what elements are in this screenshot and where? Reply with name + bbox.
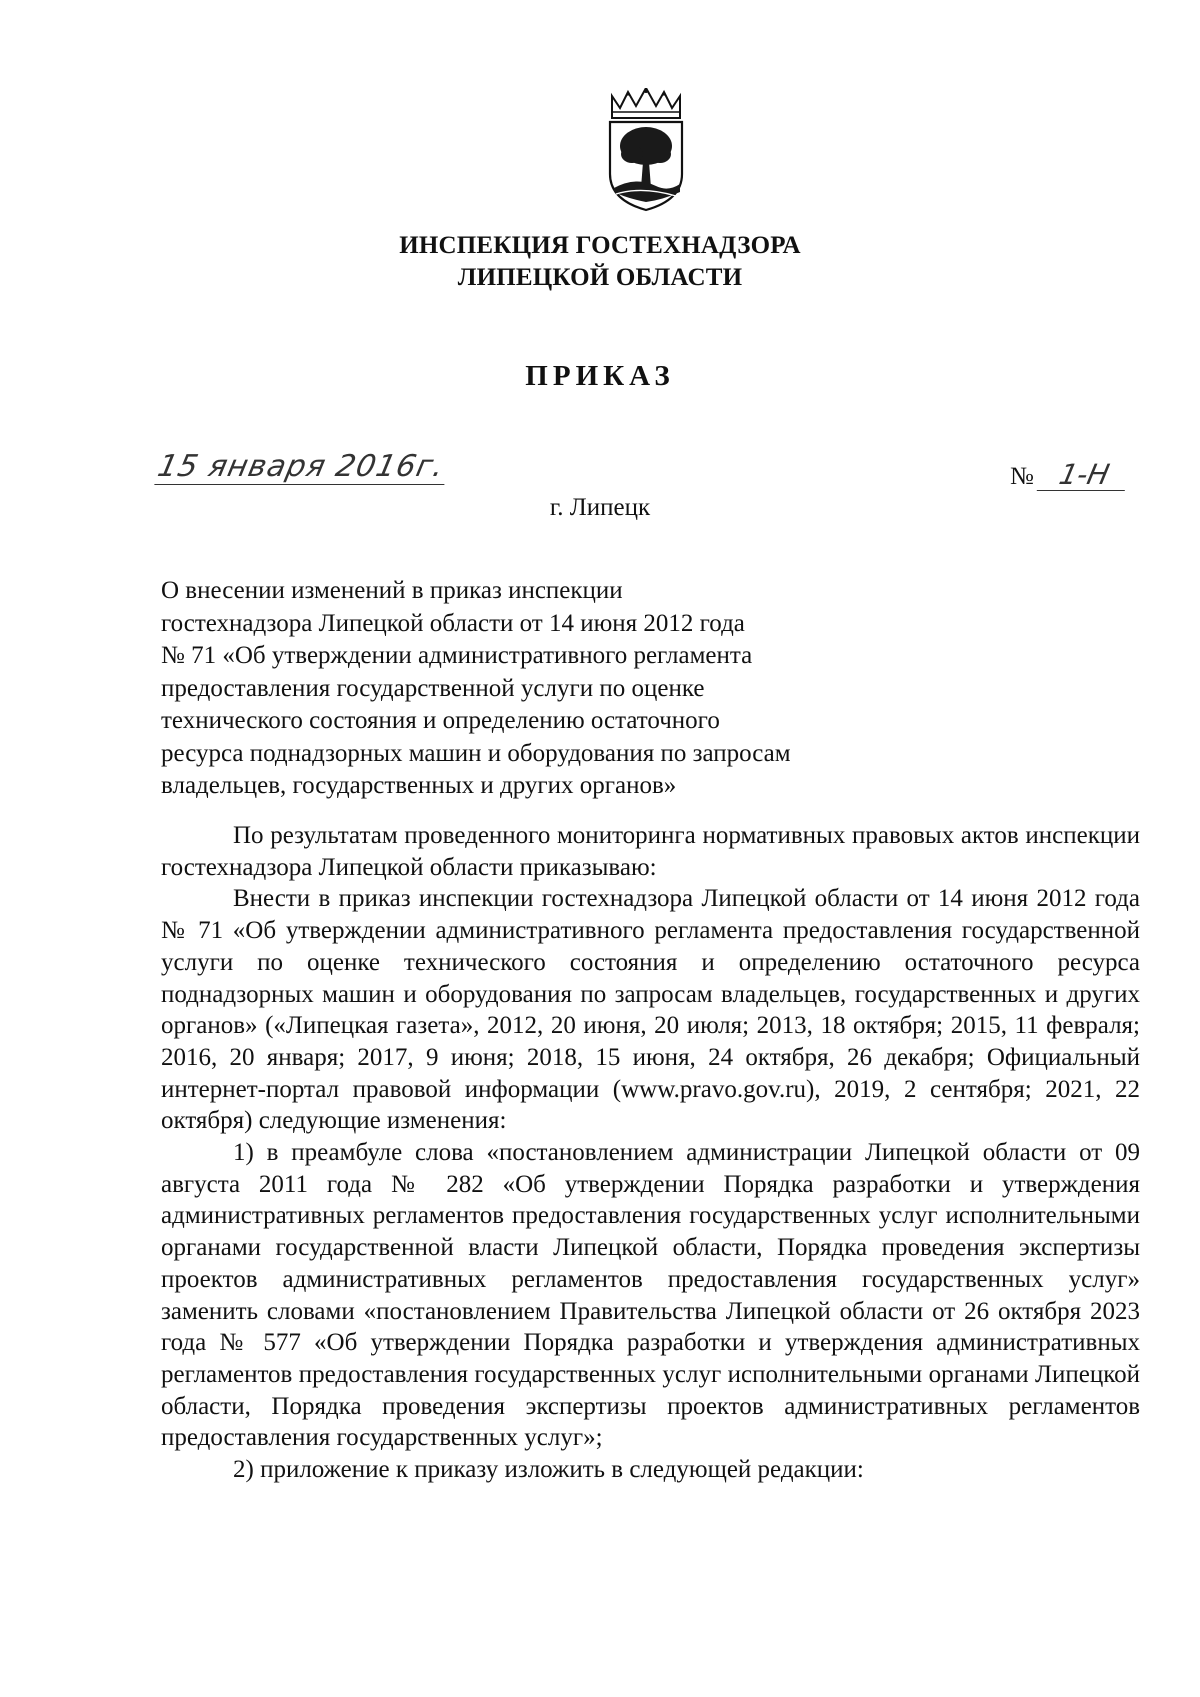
subject-line: ресурса поднадзорных машин и оборудования по запросам (161, 739, 791, 767)
subject-block (161, 575, 921, 803)
handwritten-date: 15 января 2016г. (154, 450, 451, 485)
coat-of-arms-icon (606, 88, 686, 212)
subject-line: гостехнадзора Липецкой области от 14 июня 2012 года (161, 609, 745, 637)
body-paragraph: 1) в преамбуле слова «постановлением администрации Липецкой области от 09 августа 2011 года № 282 «Об утверждении Порядка разработки и утверждения административных регламентов предоставления государственных услуг исполнительными органами государственной власти Липецкой области, Порядка проведения экспертизы проектов административных регламентов предоставления государственных услуг» заменить словами «постановлением Правительства Липецкой области от 26 октября 2023 года № 577 «Об утверждении Порядка разработки и утверждения административных регламентов предоставления государственных услуг исполнительными органами Липецкой области, Порядка проведения экспертизы проектов административных регламентов предоставления государственных услуг»; (161, 1139, 1140, 1452)
body-paragraph: Внести в приказ инспекции гостехнадзора Липецкой области от 14 июня 2012 года № 71 «Об утверждении административного регламента предоставления государственной услуги по оценке технического состояния и определению остаточного ресурса поднадзорных машин и оборудования по запросам владельцев, государственных и других органов» («Липецкая газета», 2012, 20 июня, 20 июля; 2013, 18 октября; 2015, 11 февраля; 2016, 20 января; 2017, 9 июня; 2018, 15 июня, 24 октября, 26 декабря; Официальный интернет-портал правовой информации (www.pravo.gov.ru), 2019, 2 сентября; 2021, 22 октября) следующие изменения: (161, 885, 1140, 1135)
number-sign: № (1010, 463, 1034, 490)
document-body (161, 820, 1140, 1486)
organization-name-line2: ЛИПЕЦКОЙ ОБЛАСТИ (457, 264, 743, 291)
subject-line: № 71 «Об утверждении административного регламента (161, 642, 753, 669)
document-number (1010, 460, 1128, 492)
handwritten-number: 1-Н (1037, 460, 1132, 491)
body-paragraph: 2) приложение к приказу изложить в следующей редакции: (233, 1456, 864, 1484)
body-paragraph: По результатам проведенного мониторинга нормативных правовых актов инспекции гостехнадзора Липецкой области приказываю: (161, 822, 1140, 881)
subject-line: предоставления государственной услуги по оценке (161, 674, 705, 702)
subject-line: технического состояния и определению остаточного (161, 707, 720, 734)
city-line: г. Липецк (549, 494, 651, 521)
document-title: ПРИКАЗ (525, 360, 675, 392)
subject-line: О внесении изменений в приказ инспекции (161, 577, 623, 604)
subject-line: владельцев, государственных и других органов» (161, 772, 677, 799)
organization-name-line1: ИНСПЕКЦИЯ ГОСТЕХНАДЗОРА (399, 232, 801, 259)
